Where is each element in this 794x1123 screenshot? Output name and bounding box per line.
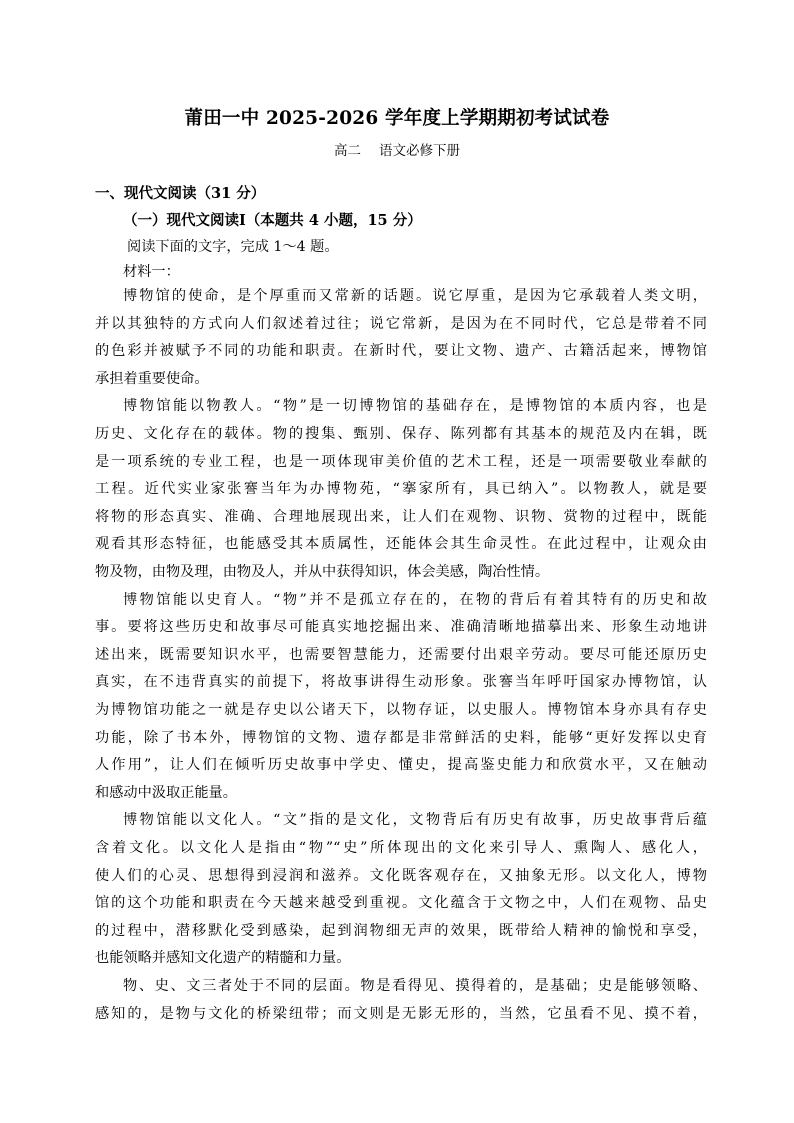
- paragraph-line: 的过程中，潜移默化受到感染，起到润物细无声的效果，既带给人精神的愉悦和享受，: [95, 923, 707, 939]
- section-heading: 一、现代文阅读（31 分）: [95, 185, 266, 202]
- paragraph-line: 物、史、文三者处于不同的层面。物是看得见、摸得着的，是基础；史是能够领略、: [123, 978, 707, 994]
- exam-title: 莆田一中 2025-2026 学年度上学期期初考试试卷: [184, 108, 610, 129]
- paragraph-line: 物及物，由物及理，由物及人，并从中获得知识，体会美感，陶冶性情。: [95, 564, 550, 580]
- paragraph-line: 并以其独特的方式向人们叙述着过往；说它常新，是因为在不同时代，它总是带着不同: [95, 316, 707, 332]
- paragraph-line: 博物馆能以文化人。“文”指的是文化，文物背后有历史有故事，历史故事背后蕴: [123, 812, 707, 828]
- paragraph-line: 历史、文化存在的载体。物的搜集、甄别、保存、陈列都有其基本的规范及内在辑，既: [95, 426, 707, 442]
- paragraph-line: 感知的，是物与文化的桥梁纽带；而文则是无影无形的，当然，它虽看不见、摸不着，: [95, 1006, 707, 1022]
- subsection-heading: （一）现代文阅读Ⅰ（本题共 4 小题，15 分）: [123, 212, 422, 229]
- paragraph-line: 含着文化。以文化人是指由“物”“史”所体现出的文化来引导人、熏陶人、感化人，: [95, 840, 707, 856]
- paragraph-line: 工程。近代实业家张謇当年为办博物苑，“搴家所有，具已纳入”。以物教人，就是要: [95, 481, 707, 497]
- paragraph-line: 述出来，既需要知识水平，也需要智慧能力，还需要付出艰辛劳动。要尽可能还原历史: [95, 647, 707, 663]
- paragraph-line: 事。要将这些历史和故事尽可能真实地挖掘出来、准确清晰地描摹出来、形象生动地讲: [95, 619, 707, 635]
- grade-label: 高二: [334, 143, 361, 159]
- paragraph-line: 观看其形态特征，也能感受其本质属性，还能体会其生命灵性。在此过程中，让观众由: [95, 536, 707, 552]
- paragraph-line: 真实，在不违背真实的前提下，将故事讲得生动形象。张謇当年呼吁国家办博物馆，认: [95, 674, 707, 690]
- paragraph-line: 使人们的心灵、思想得到浸润和滋养。文化既客观存在，又抽象无形。以文化人，博物: [95, 868, 707, 884]
- paragraph-line: 博物馆能以史育人。“物”并不是孤立存在的，在物的背后有着其特有的历史和故: [123, 592, 707, 608]
- paragraph-line: 将物的形态真实、准确、合理地展现出来，让人们在观物、识物、赏物的过程中，既能: [95, 509, 707, 525]
- paragraph-line: 为博物馆功能之一就是存史以公诸天下，以物存证，以史服人。博物馆本身亦具有存史: [95, 702, 707, 718]
- paragraph-line: 功能，除了书本外，博物馆的文物、遗存都是非常鲜活的史料，能够“更好发挥以史育: [95, 730, 707, 746]
- paragraph-line: 博物馆的使命，是个厚重而又常新的话题。说它厚重，是因为它承载着人类文明，: [123, 288, 707, 304]
- paragraph-line: 博物馆能以物教人。“物”是一切博物馆的基础存在，是博物馆的本质内容，也是: [123, 398, 707, 414]
- material-label: 材料一：: [123, 264, 180, 280]
- paragraph-line: 人作用”，让人们在倾听历史故事中学史、懂史，提高鉴史能力和欣赏水平，又在触动: [95, 757, 707, 773]
- paragraph-line: 的色彩并被赋予不同的功能和职责。在新时代，要让文物、遗产、古籍活起来，博物馆: [95, 343, 707, 359]
- paragraph-line: 也能领略并感知文化遗产的精髓和力量。: [95, 950, 351, 966]
- paragraph-line: 馆的这个功能和职责在今天越来越受到重视。文化蕴含于文物之中，人们在观物、品史: [95, 895, 707, 911]
- paragraph-line: 承担着重要使命。: [95, 371, 209, 387]
- paragraph-line: 和感动中汲取正能量。: [95, 785, 237, 801]
- paragraph-line: 是一项系统的专业工程，也是一项体现审美价值的艺术工程，还是一项需要敬业奉献的: [95, 454, 707, 470]
- subject-label: 语文必修下册: [379, 143, 460, 159]
- exam-subtitle: [0, 141, 794, 161]
- instruction-text: 阅读下面的文字，完成 1～4 题。: [127, 239, 339, 255]
